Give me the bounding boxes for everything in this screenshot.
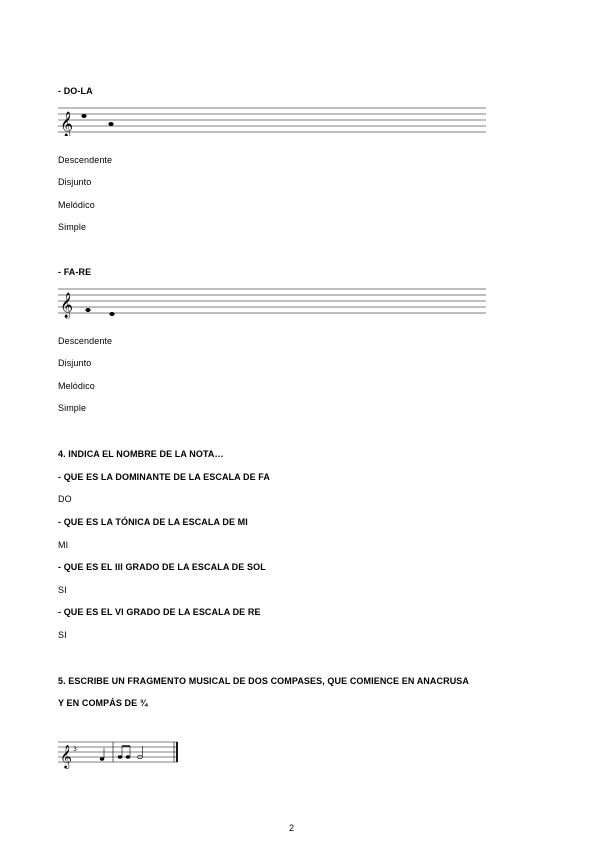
note-do <box>81 114 86 118</box>
property-class: Simple <box>58 222 87 232</box>
quarter-note <box>100 757 104 760</box>
exercise-5-title-line1: 5. ESCRIBE UN FRAGMENTO MUSICAL DE DOS COMPASES, QUE COMIENCE EN ANACRUSA <box>58 676 470 686</box>
property-type: Melódico <box>58 381 95 391</box>
treble-clef-icon: 𝄞 <box>60 744 72 768</box>
answer-2: MI <box>58 540 69 550</box>
exercise-4-title: 4. INDICA EL NOMBRE DE LA NOTA… <box>58 449 224 459</box>
property-motion: Disjunto <box>58 358 92 368</box>
property-motion: Disjunto <box>58 177 92 187</box>
page-number: 2 <box>289 823 295 833</box>
staff-do-la <box>58 104 488 136</box>
eighth-note <box>118 755 122 758</box>
interval-heading-do-la: - DO-LA <box>58 86 93 96</box>
question-4: - QUE ES EL VI GRADO DE LA ESCALA DE RE <box>58 607 261 617</box>
treble-clef-icon: 𝄞 <box>60 112 74 136</box>
note-la <box>108 122 113 126</box>
time-signature-icon: 3 <box>73 746 77 753</box>
note-re <box>109 312 114 316</box>
eighth-note <box>126 755 130 758</box>
music-fragment-staff <box>58 738 182 772</box>
answer-4: SI <box>58 630 67 640</box>
exercise-5-title-line2: Y EN COMPÁS DE ¾ <box>58 698 148 708</box>
interval-heading-fa-re: - FA-RE <box>58 267 92 277</box>
property-class: Simple <box>58 403 87 413</box>
property-type: Melódico <box>58 200 95 210</box>
answer-3: SI <box>58 585 67 595</box>
question-3: - QUE ES EL III GRADO DE LA ESCALA DE SOL <box>58 562 266 572</box>
treble-clef-icon: 𝄞 <box>60 293 74 318</box>
question-1: - QUE ES LA DOMINANTE DE LA ESCALA DE FA <box>58 472 271 482</box>
note-fa <box>85 308 90 312</box>
property-direction: Descendente <box>58 155 113 165</box>
answer-1: DO <box>58 494 72 504</box>
question-2: - QUE ES LA TÓNICA DE LA ESCALA DE MI <box>58 517 248 527</box>
property-direction: Descendente <box>58 336 113 346</box>
staff-fa-re <box>58 285 488 319</box>
